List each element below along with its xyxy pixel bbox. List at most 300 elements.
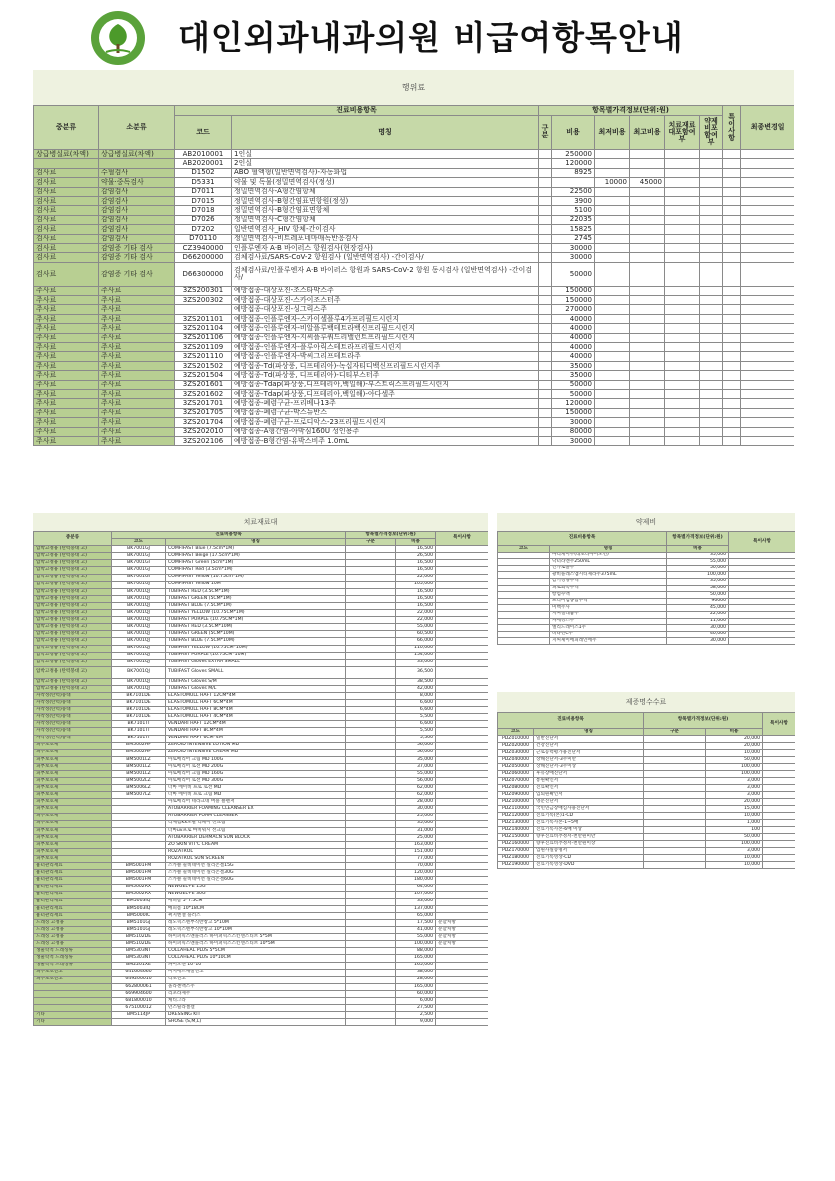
- fee-drug-cell: [700, 243, 723, 252]
- material-name-cell: ELASTOMULL HAFT 8CM*4M: [166, 707, 346, 714]
- fee-incl-cell: [665, 168, 700, 177]
- material-name-cell: 써지엔젤 플러스: [166, 912, 346, 919]
- certificate-cost-cell: 100: [706, 827, 763, 834]
- material-name-cell: TUBIFAST GREEN (5CM*1M): [166, 595, 346, 602]
- material-name-cell: TUBIFAST Gloves EXTRA SMALL: [166, 659, 346, 666]
- col-code-header: 코드: [175, 115, 232, 149]
- fee-major-cell: 주사료: [34, 286, 99, 295]
- certificate-note-cell: [763, 778, 795, 785]
- fee-div-cell: [539, 243, 552, 252]
- fee-name-cell: 정밀면역검사-C형간염항체: [232, 215, 539, 224]
- material-name-cell: ROZATROL SUN SCREEN: [166, 856, 346, 863]
- material-major-cell: 압박고정용 (탄력붕대 고): [34, 553, 112, 560]
- material-name-cell: TUBIFAST RED (3.5CM*10M): [166, 624, 346, 631]
- material-note-cell: [436, 756, 488, 763]
- drug-row: [498, 559, 796, 566]
- fee-date-cell: [741, 352, 794, 361]
- fee-drug-cell: [700, 324, 723, 333]
- drug-row: [498, 598, 796, 605]
- material-note-cell: [436, 749, 488, 756]
- fee-div-cell: [539, 262, 552, 286]
- material-note-cell: [436, 638, 488, 645]
- material-code-cell: BK7001QJ: [112, 617, 166, 624]
- fee-major-cell: 주사료: [34, 389, 99, 398]
- fee-cost-cell: 80000: [552, 427, 595, 436]
- material-code-cell: BK7001QJ: [112, 610, 166, 617]
- certificate-name-cell: 상해진단서-3주미만: [534, 757, 644, 764]
- fee-note-cell: [723, 399, 741, 408]
- material-row: [34, 763, 489, 770]
- material-note-cell: [436, 553, 488, 560]
- drug-name-cell: 인카로올주: [550, 565, 667, 572]
- material-note-cell: [436, 631, 488, 638]
- material-name-cell: 리포라제주: [166, 990, 346, 997]
- material-div-cell: [346, 763, 396, 770]
- fee-cost-cell: 50000: [552, 389, 595, 398]
- drug-col-name-header: 명칭: [550, 546, 667, 553]
- material-code-cell: BK7001QJ: [112, 652, 166, 659]
- material-row: [34, 785, 489, 792]
- certificate-code-cell: PDZ180000: [498, 855, 534, 862]
- fee-date-cell: [741, 371, 794, 380]
- fee-cost-cell: 250000: [552, 150, 595, 159]
- fee-name-cell: 예방접종-인플루엔자-지씨플루쿼드리밸런트프리필드시린지: [232, 333, 539, 342]
- material-name-cell: ATOBARRIER DERMACN SUN BLOCK: [166, 834, 346, 841]
- fee-min-cell: [595, 296, 630, 305]
- fee-name-cell: 검체검사료/인플루엔자 A·B 바이러스 항원과 SARS-CoV-2 항원 동시검사 (일반면역검사) -간이검사/: [232, 262, 539, 286]
- fee-min-cell: [595, 225, 630, 234]
- certificate-div-cell: [644, 771, 706, 778]
- fee-min-cell: [595, 150, 630, 159]
- fee-major-cell: 주사료: [34, 305, 99, 314]
- drug-code-cell: [498, 618, 550, 625]
- material-note-cell: [436, 602, 488, 609]
- fee-drug-cell: [700, 352, 723, 361]
- fee-div-cell: [539, 286, 552, 295]
- fee-minor-cell: 주사료: [99, 324, 175, 333]
- material-note-cell: 분할처방: [436, 919, 488, 926]
- material-name-cell: TUBIFAST YELLOW (10.75CM*10M): [166, 645, 346, 652]
- material-major-cell: 드레싱 고정용: [34, 934, 112, 941]
- fee-row: [34, 234, 795, 243]
- material-major-cell: 자착성(탄력)붕대: [34, 692, 112, 699]
- fee-date-cell: [741, 159, 794, 168]
- material-row: [34, 983, 489, 990]
- material-note-cell: 분할처방: [436, 934, 488, 941]
- fee-minor-cell: 상급병실료(차액): [99, 150, 175, 159]
- material-code-cell: BK7001GJ: [112, 553, 166, 560]
- material-major-cell: [34, 1005, 112, 1012]
- material-div-cell: [346, 863, 396, 870]
- fee-cost-cell: [552, 178, 595, 187]
- fee-drug-cell: [700, 371, 723, 380]
- material-note-cell: [436, 998, 488, 1005]
- fee-name-cell: 정밀면역검사-비트레포네마매독반응검사: [232, 234, 539, 243]
- fee-row: [34, 196, 795, 205]
- drug-cost-cell: 45,000: [667, 605, 729, 612]
- fee-max-cell: [630, 389, 665, 398]
- material-major-cell: 자착성(탄력)붕대: [34, 735, 112, 742]
- fee-note-cell: [723, 206, 741, 215]
- drug-cost-cell: 58,000: [667, 585, 729, 592]
- material-note-cell: [436, 841, 488, 848]
- certificate-note-cell: [763, 785, 795, 792]
- certificate-name-cell: 일반진단서: [534, 736, 644, 743]
- drug-row: [498, 552, 796, 559]
- material-major-cell: 압박고정용 (탄력붕대 고): [34, 560, 112, 567]
- material-major-cell: 압박고정용 (탄력붕대 고): [34, 666, 112, 678]
- drug-note-cell: [729, 552, 795, 559]
- material-code-cell: BK7001QJ: [112, 638, 166, 645]
- material-div-cell: [346, 721, 396, 728]
- material-cost-cell: 56,000: [396, 742, 436, 749]
- fee-note-cell: [723, 361, 741, 370]
- page-title: 대인외과내과의원 비급여항목안내: [178, 18, 684, 57]
- material-div-cell: [346, 912, 396, 919]
- material-major-cell: 피부보호제: [34, 778, 112, 785]
- material-code-cell: 649200010: [112, 976, 166, 983]
- fee-incl-cell: [665, 352, 700, 361]
- material-cost-cell: 27,500: [396, 1005, 436, 1012]
- fee-date-cell: [741, 178, 794, 187]
- material-note-cell: 분할처방: [436, 927, 488, 934]
- fee-min-cell: [595, 361, 630, 370]
- fee-code-cell: 3ZS200302: [175, 296, 232, 305]
- material-name-cell: COMFIFAST Beige (17.5cm*1M): [166, 553, 346, 560]
- material-major-cell: 흉터관리재료: [34, 877, 112, 884]
- fee-major-cell: 주사료: [34, 324, 99, 333]
- material-col-note-header: 특이사항: [436, 532, 488, 546]
- drug-code-cell: [498, 611, 550, 618]
- fee-max-cell: [630, 361, 665, 370]
- material-cost-cell: 5,500: [396, 728, 436, 735]
- material-note-cell: [436, 898, 488, 905]
- material-note-cell: [436, 1005, 488, 1012]
- material-code-cell: 675100012: [112, 1005, 166, 1012]
- fee-min-cell: [595, 286, 630, 295]
- material-cost-cell: 70,000: [396, 863, 436, 870]
- material-cost-cell: 25,000: [396, 813, 436, 820]
- drug-code-cell: [498, 631, 550, 638]
- fee-minor-cell: 주사료: [99, 296, 175, 305]
- fee-note-cell: [723, 178, 741, 187]
- fee-name-cell: 예방접종-인플루엔자-플루아릭스테트라프리필드시린지: [232, 343, 539, 352]
- fee-row: [34, 253, 795, 262]
- fee-name-cell: 검체검사료/SARS-CoV-2 항원검사 (일반면역검사) -간이검사/: [232, 253, 539, 262]
- fee-minor-cell: 주사료: [99, 343, 175, 352]
- fee-date-cell: [741, 361, 794, 370]
- certificate-col-note-header: 특이사항: [763, 713, 795, 736]
- fee-incl-cell: [665, 296, 700, 305]
- material-major-cell: 흉터관리재료: [34, 912, 112, 919]
- fee-incl-cell: [665, 150, 700, 159]
- drug-cost-cell: 50,000: [667, 565, 729, 572]
- material-row: [34, 624, 489, 631]
- material-div-cell: [346, 983, 396, 990]
- fee-min-cell: [595, 215, 630, 224]
- fee-cost-cell: 50000: [552, 380, 595, 389]
- fee-major-cell: 주사료: [34, 418, 99, 427]
- material-major-cell: 생물학적 드레싱류: [34, 955, 112, 962]
- material-major-cell: 피부보호제: [34, 763, 112, 770]
- fee-div-cell: [539, 352, 552, 361]
- certificate-note-cell: [763, 757, 795, 764]
- material-cost-cell: 28,000: [396, 976, 436, 983]
- certificate-col-cost-header: 비용: [706, 729, 763, 736]
- fee-min-cell: [595, 206, 630, 215]
- fee-drug-cell: [700, 436, 723, 445]
- material-div-cell: [346, 990, 396, 997]
- fee-minor-cell: 감염검사: [99, 215, 175, 224]
- fee-code-cell: [175, 305, 232, 314]
- certificate-name-cell: 진료기록(본)1-CD: [534, 813, 644, 820]
- material-div-cell: [346, 749, 396, 756]
- material-cost-cell: 6,600: [396, 721, 436, 728]
- certificate-cost-cell: 50,000: [706, 757, 763, 764]
- material-code-cell: BM5303NT: [112, 955, 166, 962]
- material-row: [34, 617, 489, 624]
- certificate-code-cell: PDZ030000: [498, 750, 534, 757]
- drug-cost-cell: 30,000: [667, 625, 729, 632]
- material-col-code-header: 코드: [112, 539, 166, 546]
- fee-note-cell: [723, 352, 741, 361]
- material-row: [34, 631, 489, 638]
- material-code-cell: BM5001FM: [112, 863, 166, 870]
- fee-note-cell: [723, 296, 741, 305]
- certificate-cost-cell: 3,000: [706, 785, 763, 792]
- material-cost-cell: 165,000: [396, 955, 436, 962]
- certificate-row: [498, 757, 796, 764]
- material-name-cell: SHOSE (S,M,L): [166, 1019, 346, 1026]
- fee-date-cell: [741, 389, 794, 398]
- drug-code-cell: [498, 585, 550, 592]
- material-code-cell: BK7101TI: [112, 735, 166, 742]
- certificate-cost-cell: 3,000: [706, 778, 763, 785]
- fee-note-cell: [723, 196, 741, 205]
- material-name-cell: TUBIFAST YELLOW (10.75CM*1M): [166, 610, 346, 617]
- material-name-cell: 더마uv프로 마치워시 선크림: [166, 827, 346, 834]
- material-row: [34, 870, 489, 877]
- fee-row: [34, 352, 795, 361]
- drug-name-cell: 미백주사: [550, 605, 667, 612]
- material-code-cell: [112, 827, 166, 834]
- material-cost-cell: 26,500: [396, 553, 436, 560]
- drug-cost-cell: 30,000: [667, 638, 729, 645]
- material-row: [34, 721, 489, 728]
- material-major-cell: 자착성(탄력)붕대: [34, 728, 112, 735]
- material-major-cell: 피부보호제: [34, 749, 112, 756]
- fee-major-cell: 주사료: [34, 333, 99, 342]
- material-major-cell: 압박고정용 (탄력붕대 고): [34, 546, 112, 553]
- fee-row: [34, 371, 795, 380]
- certificate-name-cell: 진료기록사본-1~5매: [534, 820, 644, 827]
- material-major-cell: 기타: [34, 1019, 112, 1026]
- material-name-cell: 레노픽스멘부직반창고 5*10M: [166, 919, 346, 926]
- fee-drug-cell: [700, 427, 723, 436]
- fee-major-cell: 검사료: [34, 196, 99, 205]
- material-cost-cell: 33,000: [396, 898, 436, 905]
- material-cost-cell: 6,000: [396, 998, 436, 1005]
- fee-max-cell: [630, 333, 665, 342]
- material-div-cell: [346, 820, 396, 827]
- fee-max-cell: [630, 296, 665, 305]
- fee-max-cell: [630, 187, 665, 196]
- material-name-cell: TUBIFAST PURPLE (10.75CM*10M): [166, 652, 346, 659]
- fee-note-cell: [723, 243, 741, 252]
- material-note-cell: [436, 806, 488, 813]
- material-div-cell: [346, 827, 396, 834]
- fee-max-cell: [630, 206, 665, 215]
- material-major-cell: 압박고정용 (탄력붕대 고): [34, 567, 112, 574]
- fee-incl-cell: [665, 234, 700, 243]
- certificate-note-cell: [763, 764, 795, 771]
- drug-row: [498, 592, 796, 599]
- certificate-row: [498, 813, 796, 820]
- fee-cost-cell: 40000: [552, 324, 595, 333]
- material-cost-cell: 9,000: [396, 1019, 436, 1026]
- certificate-div-cell: [644, 813, 706, 820]
- material-note-cell: [436, 707, 488, 714]
- col-name-header: 명칭: [232, 115, 539, 149]
- material-cost-cell: 6,600: [396, 707, 436, 714]
- certificate-note-cell: [763, 848, 795, 855]
- material-cost-cell: 154,000: [396, 652, 436, 659]
- certificate-row: [498, 785, 796, 792]
- drug-row: [498, 578, 796, 585]
- fee-drug-cell: [700, 262, 723, 286]
- fee-date-cell: [741, 234, 794, 243]
- col-note-header: 특이사항: [723, 106, 741, 150]
- fee-note-cell: [723, 418, 741, 427]
- fee-div-cell: [539, 418, 552, 427]
- material-div-cell: [346, 602, 396, 609]
- material-row: [34, 1019, 489, 1026]
- drug-code-cell: [498, 605, 550, 612]
- certificate-code-cell: PDZ160000: [498, 841, 534, 848]
- material-row: [34, 700, 489, 707]
- fee-incl-cell: [665, 159, 700, 168]
- drug-cost-cell: 50,000: [667, 592, 729, 599]
- material-div-cell: [346, 631, 396, 638]
- material-div-cell: [346, 1005, 396, 1012]
- certificate-note-cell: [763, 841, 795, 848]
- col-incl-header: 치료재료대포함여부: [665, 115, 700, 149]
- material-name-cell: 올라센맥스주: [166, 983, 346, 990]
- fee-code-cell: 3ZS201101: [175, 314, 232, 323]
- fee-min-cell: [595, 427, 630, 436]
- fee-min-cell: [595, 262, 630, 286]
- material-major-cell: 피부보호제: [34, 849, 112, 856]
- material-code-cell: BM5002HF: [112, 749, 166, 756]
- material-code-cell: BM5003IQ: [112, 905, 166, 912]
- material-note-cell: [436, 912, 488, 919]
- material-major-cell: 압박고정용 (탄력붕대 고): [34, 624, 112, 631]
- fee-row: [34, 243, 795, 252]
- fee-min-cell: [595, 418, 630, 427]
- material-cost-cell: 55,000: [396, 624, 436, 631]
- drug-row: [498, 638, 796, 645]
- material-major-cell: 드레싱 고정용: [34, 927, 112, 934]
- fee-major-cell: 검사료: [34, 178, 99, 187]
- material-row: [34, 969, 489, 976]
- fee-major-cell: 검사료: [34, 215, 99, 224]
- drug-name-cell: 자세킹스주: [550, 618, 667, 625]
- material-code-cell: BK7101TI: [112, 728, 166, 735]
- certificate-div-cell: [644, 820, 706, 827]
- certificate-col-code-header: 코드: [498, 729, 534, 736]
- item-group-header: 진료비용항목: [175, 106, 539, 116]
- material-code-cell: [112, 799, 166, 806]
- material-row: [34, 567, 489, 574]
- material-major-cell: [34, 998, 112, 1005]
- material-cost-cell: 22,000: [396, 610, 436, 617]
- fee-minor-cell: 주사료: [99, 333, 175, 342]
- material-major-cell: 피부보호제: [34, 771, 112, 778]
- material-major-cell: 흉터관리재료: [34, 863, 112, 870]
- material-cost-cell: 41,000: [396, 927, 436, 934]
- fee-name-cell: 예방접종-Tdap(파상풍,디프테리아,백일해)-부스트릭스프리필드시린지: [232, 380, 539, 389]
- fee-cost-cell: 40000: [552, 314, 595, 323]
- fee-cost-cell: 40000: [552, 343, 595, 352]
- fee-incl-cell: [665, 324, 700, 333]
- fee-drug-cell: [700, 286, 723, 295]
- drug-cost-cell: 100,000: [667, 572, 729, 579]
- fee-incl-cell: [665, 427, 700, 436]
- certificate-row: [498, 862, 796, 869]
- certificate-div-cell: [644, 855, 706, 862]
- fee-name-cell: 예방접종-대상포진-싱그릭스주: [232, 305, 539, 314]
- fee-note-cell: [723, 324, 741, 333]
- fee-major-cell: 주사료: [34, 296, 99, 305]
- fee-drug-cell: [700, 399, 723, 408]
- material-div-cell: [346, 652, 396, 659]
- fee-date-cell: [741, 324, 794, 333]
- fee-div-cell: [539, 371, 552, 380]
- material-code-cell: BM2201XE: [112, 962, 166, 969]
- material-code-cell: BK7001QJ: [112, 678, 166, 685]
- material-div-cell: [346, 692, 396, 699]
- fee-incl-cell: [665, 314, 700, 323]
- drug-col-note-header: 특이사항: [729, 532, 795, 553]
- material-cost-cell: 151,000: [396, 849, 436, 856]
- fee-drug-cell: [700, 187, 723, 196]
- fee-div-cell: [539, 168, 552, 177]
- material-code-cell: BM5101GJ: [112, 919, 166, 926]
- material-major-cell: 압박고정용 (탄력붕대 고): [34, 610, 112, 617]
- fee-note-cell: [723, 168, 741, 177]
- material-cost-cell: 5,500: [396, 714, 436, 721]
- fee-minor-cell: 수혈검사: [99, 168, 175, 177]
- fee-row: [34, 324, 795, 333]
- fee-incl-cell: [665, 187, 700, 196]
- drug-name-cell: 마리케이주(레보티아이노민): [550, 552, 667, 559]
- material-note-cell: [436, 1019, 488, 1026]
- fee-code-cell: AB2010001: [175, 150, 232, 159]
- material-row: [34, 1005, 489, 1012]
- fee-major-cell: 검사료: [34, 243, 99, 252]
- fee-code-cell: D7015: [175, 196, 232, 205]
- fee-min-cell: [595, 253, 630, 262]
- certificate-code-cell: PDZ080000: [498, 785, 534, 792]
- fee-minor-cell: 주사료: [99, 408, 175, 417]
- material-note-cell: [436, 546, 488, 553]
- fee-name-cell: 예방접종-폐렴구균-프로디악스-23프리필드시린지: [232, 418, 539, 427]
- certificate-cost-cell: 10,000: [706, 750, 763, 757]
- material-note-cell: [436, 990, 488, 997]
- material-code-cell: BM5114JP: [112, 1012, 166, 1019]
- fee-note-cell: [723, 159, 741, 168]
- material-name-cell: 아토베리어 로션 MD 300G: [166, 778, 346, 785]
